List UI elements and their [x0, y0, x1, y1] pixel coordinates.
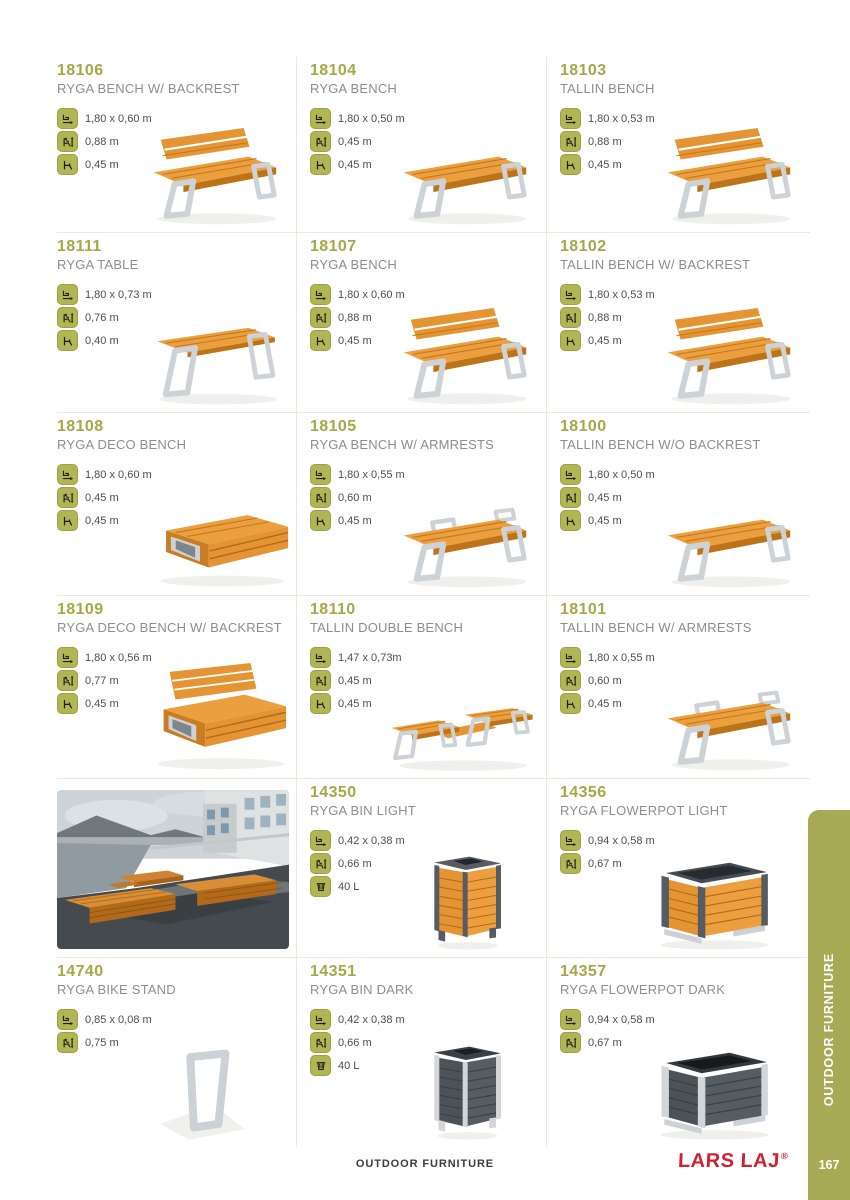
product-code: 18101: [560, 601, 607, 618]
product-name: RYGA DECO BENCH: [57, 437, 187, 453]
spec-value: 1,80 x 0,53 m: [588, 112, 655, 125]
product-name: TALLIN DOUBLE BENCH: [310, 620, 464, 636]
height-icon: [560, 131, 581, 152]
height-icon: [57, 1032, 78, 1053]
spec-row: [560, 670, 710, 691]
product-code: 14740: [57, 963, 104, 980]
product-specs: [560, 647, 710, 714]
spec-row: [57, 284, 207, 305]
dimensions-icon: [310, 1009, 331, 1030]
spec-row: [310, 154, 460, 175]
spec-row: [560, 647, 710, 668]
spec-value: 0,45 m: [588, 334, 622, 347]
seat-height-icon: [57, 510, 78, 531]
spec-value: 0,76 m: [85, 311, 119, 324]
spec-value: 0,94 x 0,58 m: [588, 834, 655, 847]
spec-value: 0,67 m: [588, 1036, 622, 1049]
seat-height-icon: [560, 693, 581, 714]
spec-value: 1,80 x 0,56 m: [85, 651, 152, 664]
spec-row: [560, 1032, 710, 1053]
product-card-18109: [57, 596, 297, 779]
height-icon: [310, 670, 331, 691]
height-icon: [560, 1032, 581, 1053]
side-tab-outdoor-furniture: [808, 810, 850, 1200]
height-icon: [310, 1032, 331, 1053]
seat-height-icon: [560, 154, 581, 175]
product-card-18108: [57, 413, 297, 596]
spec-row: [310, 1009, 460, 1030]
product-specs: [310, 830, 460, 897]
spec-value: 1,80 x 0,60 m: [338, 288, 405, 301]
spec-value: 1,80 x 0,50 m: [588, 468, 655, 481]
height-icon: [560, 487, 581, 508]
product-specs: [310, 464, 460, 531]
spec-row: [57, 647, 207, 668]
spec-row: [310, 670, 460, 691]
dimensions-icon: [560, 108, 581, 129]
product-code: 18105: [310, 418, 357, 435]
product-name: TALLIN BENCH W/ ARMRESTS: [560, 620, 752, 636]
spec-row: [57, 307, 207, 328]
spec-value: 0,42 x 0,38 m: [338, 1013, 405, 1026]
dimensions-icon: [57, 284, 78, 305]
dimensions-icon: [560, 647, 581, 668]
product-card-18103: [547, 57, 810, 233]
dimensions-icon: [560, 284, 581, 305]
product-card-18110: [297, 596, 547, 779]
spec-row: [57, 693, 207, 714]
height-icon: [310, 131, 331, 152]
product-name: RYGA BENCH W/ ARMRESTS: [310, 437, 495, 453]
dimensions-icon: [560, 1009, 581, 1030]
spec-value: 0,40 m: [85, 334, 119, 347]
spec-row: [310, 1055, 460, 1076]
product-card-18106: [57, 57, 297, 233]
spec-row: [310, 876, 460, 897]
spec-row: [57, 510, 207, 531]
product-name: RYGA FLOWERPOT LIGHT: [560, 803, 728, 819]
product-card-18105: [297, 413, 547, 596]
product-card-18100: [547, 413, 810, 596]
spec-value: 1,80 x 0,55 m: [588, 651, 655, 664]
spec-value: 1,80 x 0,55 m: [338, 468, 405, 481]
product-code: 14356: [560, 784, 607, 801]
spec-value: 0,45 m: [338, 158, 372, 171]
product-specs: [560, 464, 710, 531]
spec-value: 0,67 m: [588, 857, 622, 870]
spec-row: [560, 1009, 710, 1030]
spec-value: 0,45 m: [85, 697, 119, 710]
spec-row: [310, 510, 460, 531]
product-specs: [560, 1009, 710, 1053]
product-card-18104: [297, 57, 547, 233]
product-specs: [310, 108, 460, 175]
product-card-14357: [547, 958, 810, 1147]
spec-value: 0,60 m: [338, 491, 372, 504]
spec-row: [310, 487, 460, 508]
dimensions-icon: [310, 464, 331, 485]
spec-value: 0,88 m: [588, 135, 622, 148]
product-name: RYGA TABLE: [57, 257, 139, 273]
spec-value: 0,60 m: [588, 674, 622, 687]
spec-value: 40 L: [338, 1059, 360, 1072]
dimensions-icon: [57, 108, 78, 129]
height-icon: [57, 307, 78, 328]
product-specs: [57, 284, 207, 351]
spec-value: 0,45 m: [588, 158, 622, 171]
spec-value: 0,45 m: [338, 514, 372, 527]
page-number: 167: [818, 1158, 840, 1172]
dimensions-icon: [57, 464, 78, 485]
product-specs: [560, 284, 710, 351]
brand-logo: [677, 1150, 788, 1173]
product-code: 18111: [57, 238, 102, 255]
spec-row: [560, 108, 710, 129]
spec-value: 0,45 m: [85, 158, 119, 171]
product-specs: [310, 647, 460, 714]
product-name: RYGA DECO BENCH W/ BACKREST: [57, 620, 282, 636]
spec-value: 1,80 x 0,73 m: [85, 288, 152, 301]
spec-row: [310, 647, 460, 668]
spec-value: 0,45 m: [85, 514, 119, 527]
dimensions-icon: [57, 1009, 78, 1030]
height-icon: [57, 670, 78, 691]
installation-photo-cell: [57, 779, 297, 958]
spec-value: 0,45 m: [338, 334, 372, 347]
height-icon: [57, 487, 78, 508]
spec-row: [560, 487, 710, 508]
spec-value: 0,45 m: [588, 514, 622, 527]
volume-icon: [310, 1055, 331, 1076]
spec-value: 0,88 m: [338, 311, 372, 324]
product-code: 18109: [57, 601, 104, 618]
spec-row: [310, 693, 460, 714]
spec-row: [310, 1032, 460, 1053]
footer-section-title: OUTDOOR FURNITURE: [355, 1158, 495, 1170]
spec-row: [560, 853, 710, 874]
product-name: RYGA BENCH: [310, 81, 398, 97]
registered-mark: ®: [780, 1151, 789, 1161]
spec-row: [57, 330, 207, 351]
product-specs: [57, 108, 207, 175]
spec-row: [57, 154, 207, 175]
spec-value: 0,75 m: [85, 1036, 119, 1049]
product-code: 18104: [310, 62, 357, 79]
spec-value: 0,45 m: [588, 491, 622, 504]
height-icon: [310, 853, 331, 874]
spec-value: 1,80 x 0,53 m: [588, 288, 655, 301]
seat-height-icon: [57, 330, 78, 351]
side-tab-label: OUTDOOR FURNITURE: [822, 952, 836, 1106]
product-card-18102: [547, 233, 810, 413]
spec-row: [57, 108, 207, 129]
spec-row: [57, 487, 207, 508]
seat-height-icon: [310, 693, 331, 714]
product-specs: [57, 1009, 207, 1053]
spec-value: 0,45 m: [338, 674, 372, 687]
spec-value: 0,66 m: [338, 1036, 372, 1049]
spec-row: [57, 670, 207, 691]
height-icon: [560, 853, 581, 874]
spec-row: [310, 108, 460, 129]
product-specs: [57, 647, 207, 714]
product-name: RYGA FLOWERPOT DARK: [560, 982, 726, 998]
dimensions-icon: [560, 830, 581, 851]
seat-height-icon: [57, 154, 78, 175]
spec-row: [560, 830, 710, 851]
spec-row: [560, 693, 710, 714]
spec-value: 0,45 m: [85, 491, 119, 504]
product-code: 18103: [560, 62, 607, 79]
height-icon: [560, 307, 581, 328]
product-card-18111: [57, 233, 297, 413]
spec-value: 0,45 m: [338, 135, 372, 148]
product-specs: [560, 108, 710, 175]
product-specs: [310, 1009, 460, 1076]
spec-row: [560, 330, 710, 351]
product-code: 18106: [57, 62, 104, 79]
product-code: 18100: [560, 418, 607, 435]
product-card-18101: [547, 596, 810, 779]
spec-value: 0,66 m: [338, 857, 372, 870]
spec-row: [560, 284, 710, 305]
product-card-14740: [57, 958, 297, 1147]
product-code: 18102: [560, 238, 607, 255]
product-code: 18107: [310, 238, 357, 255]
spec-value: 40 L: [338, 880, 360, 893]
seat-height-icon: [57, 693, 78, 714]
product-code: 18110: [310, 601, 356, 618]
product-name: RYGA BENCH: [310, 257, 398, 273]
spec-value: 0,88 m: [85, 135, 119, 148]
product-card-18107: [297, 233, 547, 413]
spec-value: 1,80 x 0,60 m: [85, 468, 152, 481]
seat-height-icon: [310, 154, 331, 175]
spec-value: 1,47 x 0,73m: [338, 651, 402, 664]
product-card-14351: [297, 958, 547, 1147]
waterfront-installation-photo: [57, 790, 289, 949]
spec-value: 0,77 m: [85, 674, 119, 687]
dimensions-icon: [560, 464, 581, 485]
spec-row: [310, 853, 460, 874]
spec-row: [310, 284, 460, 305]
dimensions-icon: [57, 647, 78, 668]
bike-stand-render: [134, 1043, 266, 1142]
product-card-14356: [547, 779, 810, 958]
spec-row: [560, 131, 710, 152]
product-name: RYGA BENCH W/ BACKREST: [57, 81, 240, 97]
spec-row: [560, 154, 710, 175]
spec-row: [57, 1032, 207, 1053]
spec-value: 0,45 m: [338, 697, 372, 710]
spec-value: 0,85 x 0,08 m: [85, 1013, 152, 1026]
dimensions-icon: [310, 830, 331, 851]
spec-row: [57, 131, 207, 152]
spec-row: [57, 1009, 207, 1030]
product-card-14350: [297, 779, 547, 958]
product-name: TALLIN BENCH W/O BACKREST: [560, 437, 761, 453]
spec-row: [57, 464, 207, 485]
spec-row: [560, 464, 710, 485]
seat-height-icon: [310, 510, 331, 531]
seat-height-icon: [560, 330, 581, 351]
dimensions-icon: [310, 284, 331, 305]
spec-value: 1,80 x 0,60 m: [85, 112, 152, 125]
spec-row: [310, 131, 460, 152]
product-specs: [310, 284, 460, 351]
product-grid: [57, 57, 810, 1147]
product-code: 18108: [57, 418, 104, 435]
product-name: TALLIN BENCH W/ BACKREST: [560, 257, 751, 273]
product-name: RYGA BIKE STAND: [57, 982, 176, 998]
height-icon: [310, 307, 331, 328]
seat-height-icon: [310, 330, 331, 351]
product-code: 14357: [560, 963, 607, 980]
spec-row: [310, 307, 460, 328]
product-code: 14350: [310, 784, 357, 801]
spec-row: [560, 510, 710, 531]
product-name: RYGA BIN LIGHT: [310, 803, 416, 819]
spec-value: 1,80 x 0,50 m: [338, 112, 405, 125]
spec-value: 0,94 x 0,58 m: [588, 1013, 655, 1026]
spec-value: 0,45 m: [588, 697, 622, 710]
product-name: TALLIN BENCH: [560, 81, 655, 97]
spec-row: [310, 330, 460, 351]
seat-height-icon: [560, 510, 581, 531]
height-icon: [57, 131, 78, 152]
product-name: RYGA BIN DARK: [310, 982, 414, 998]
spec-row: [560, 307, 710, 328]
dimensions-icon: [310, 647, 331, 668]
brand-logo-text: LARS LAJ: [677, 1150, 781, 1172]
spec-value: 0,42 x 0,38 m: [338, 834, 405, 847]
spec-row: [310, 830, 460, 851]
product-specs: [560, 830, 710, 874]
spec-value: 0,88 m: [588, 311, 622, 324]
product-specs: [57, 464, 207, 531]
dimensions-icon: [310, 108, 331, 129]
product-code: 14351: [310, 963, 357, 980]
spec-row: [310, 464, 460, 485]
height-icon: [310, 487, 331, 508]
volume-icon: [310, 876, 331, 897]
height-icon: [560, 670, 581, 691]
